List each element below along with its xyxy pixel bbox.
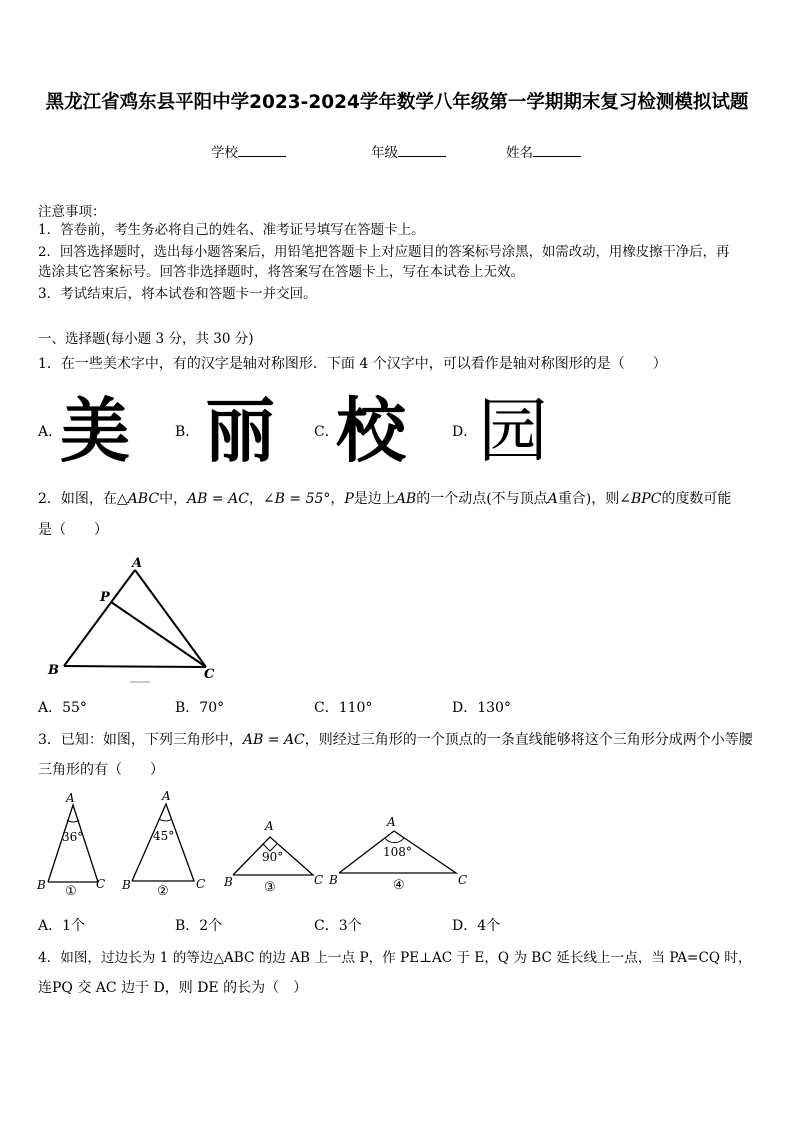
note-2-cont: 选涂其它答案标号。回答非选择题时，将答案写在答题卡上，写在本试卷上无效。 <box>38 264 524 280</box>
svg-text:B: B <box>122 878 131 892</box>
name-label: 姓名 <box>506 145 533 161</box>
note-3: 3．考试结束后，将本试卷和答题卡一并交回。 <box>38 286 317 302</box>
school-field[interactable] <box>211 141 286 161</box>
question-4-line-1: 4．如图，过边长为 1 的等边△ABC 的边 AB 上一点 P，作 PE⊥AC 于 E，Q 为 BC 延长线上一点，当 PA=CQ 时， <box>38 950 752 966</box>
page-title: 黑龙江省鸡东县平阳中学2023-2024学年数学八年级第一学期期末复习检测模拟试题 <box>45 92 749 113</box>
notes-heading: 注意事项： <box>38 204 106 220</box>
grade-field[interactable] <box>371 141 446 161</box>
grade-blank[interactable] <box>398 143 446 157</box>
q3-triangles-figure <box>30 785 480 900</box>
svg-text:④: ④ <box>393 878 405 893</box>
q1-option-c-char: 校 <box>336 390 406 472</box>
note-1: 1．答卷前，考生务必将自己的姓名、准考证号填写在答题卡上。 <box>38 222 425 238</box>
question-4-line-2: 连PQ 交 AC 边于 D，则 DE 的长为（ ） <box>38 980 308 996</box>
q3-triangle-3 <box>223 819 323 895</box>
q2-option-d: D．130° <box>452 700 511 716</box>
q3-option-d: D．4个 <box>452 918 501 934</box>
q1-option-c-label: C． <box>314 424 339 440</box>
q1-option-a-label: A． <box>38 424 63 440</box>
name-blank[interactable] <box>533 143 581 157</box>
svg-text:B: B <box>37 878 46 892</box>
question-1-text: 1．在一些美术字中，有的汉字是轴对称图形．下面 4 个汉字中，可以看作是轴对称图形的是（ ） <box>38 356 667 372</box>
svg-text:A: A <box>387 815 396 829</box>
q3-triangle-1 <box>36 791 105 899</box>
name-field[interactable] <box>506 141 581 161</box>
svg-text:A: A <box>162 789 171 803</box>
q2-option-a: A．55° <box>38 700 87 716</box>
q2-label-p: P <box>100 590 110 605</box>
svg-text:②: ② <box>157 884 169 899</box>
svg-text:C: C <box>96 877 106 891</box>
q3-option-a: A．1个 <box>38 918 86 934</box>
q1-option-a-char: 美 <box>60 390 130 472</box>
svg-text:B: B <box>329 873 338 887</box>
q2-option-c: C．110° <box>314 700 373 716</box>
section-heading: 一、选择题(每小题 3 分，共 30 分) <box>38 331 254 347</box>
school-blank[interactable] <box>238 143 286 157</box>
q1-option-d-char: 园 <box>478 390 548 472</box>
svg-text:90°: 90° <box>262 850 284 864</box>
svg-text:45°: 45° <box>153 829 175 843</box>
q3-triangle-2 <box>121 789 205 899</box>
svg-text:①: ① <box>65 884 77 899</box>
question-2-line-2: 是（ ） <box>38 522 108 538</box>
q2-triangle-figure <box>40 550 230 690</box>
q2-option-b: B．70° <box>175 700 225 716</box>
q2-label-a: A <box>132 556 143 571</box>
svg-text:A: A <box>66 791 75 805</box>
svg-text:B: B <box>224 875 233 889</box>
q3-triangle-4 <box>328 815 467 893</box>
svg-text:③: ③ <box>264 880 276 895</box>
svg-text:A: A <box>265 819 274 833</box>
school-label: 学校 <box>211 145 238 161</box>
svg-text:C: C <box>314 873 324 887</box>
svg-text:C: C <box>458 873 468 887</box>
q3-option-c: C．3个 <box>314 918 362 934</box>
question-3-line-2: 三角形的有（ ） <box>38 762 164 778</box>
svg-text:108°: 108° <box>383 845 412 859</box>
question-3-line-1: 3．已知：如图，下列三角形中，AB = AC，则经过三角形的一个顶点的一条直线能够将这个三角形分成两个小等腰 <box>38 732 753 748</box>
q1-option-b-label: B． <box>175 424 200 440</box>
question-2-line-1: 2．如图，在△ABC中，AB = AC，∠B = 55°，P是边上AB的一个动点(不与顶点A重合)，则∠BPC的度数可能 <box>38 491 732 507</box>
note-2: 2．回答选择题时，选出每小题答案后，用铅笔把答题卡上对应题目的答案标号涂黑，如需改动，用橡皮擦干净后，再 <box>38 245 730 260</box>
q3-option-b: B．2个 <box>175 918 223 934</box>
q2-label-c: C <box>204 667 215 682</box>
q1-option-d-label: D． <box>452 424 478 440</box>
svg-text:36°: 36° <box>62 830 84 844</box>
svg-text:C: C <box>196 877 206 891</box>
q1-option-b-char: 丽 <box>205 390 275 472</box>
q2-label-b: B <box>48 663 59 678</box>
grade-label: 年级 <box>371 145 398 161</box>
